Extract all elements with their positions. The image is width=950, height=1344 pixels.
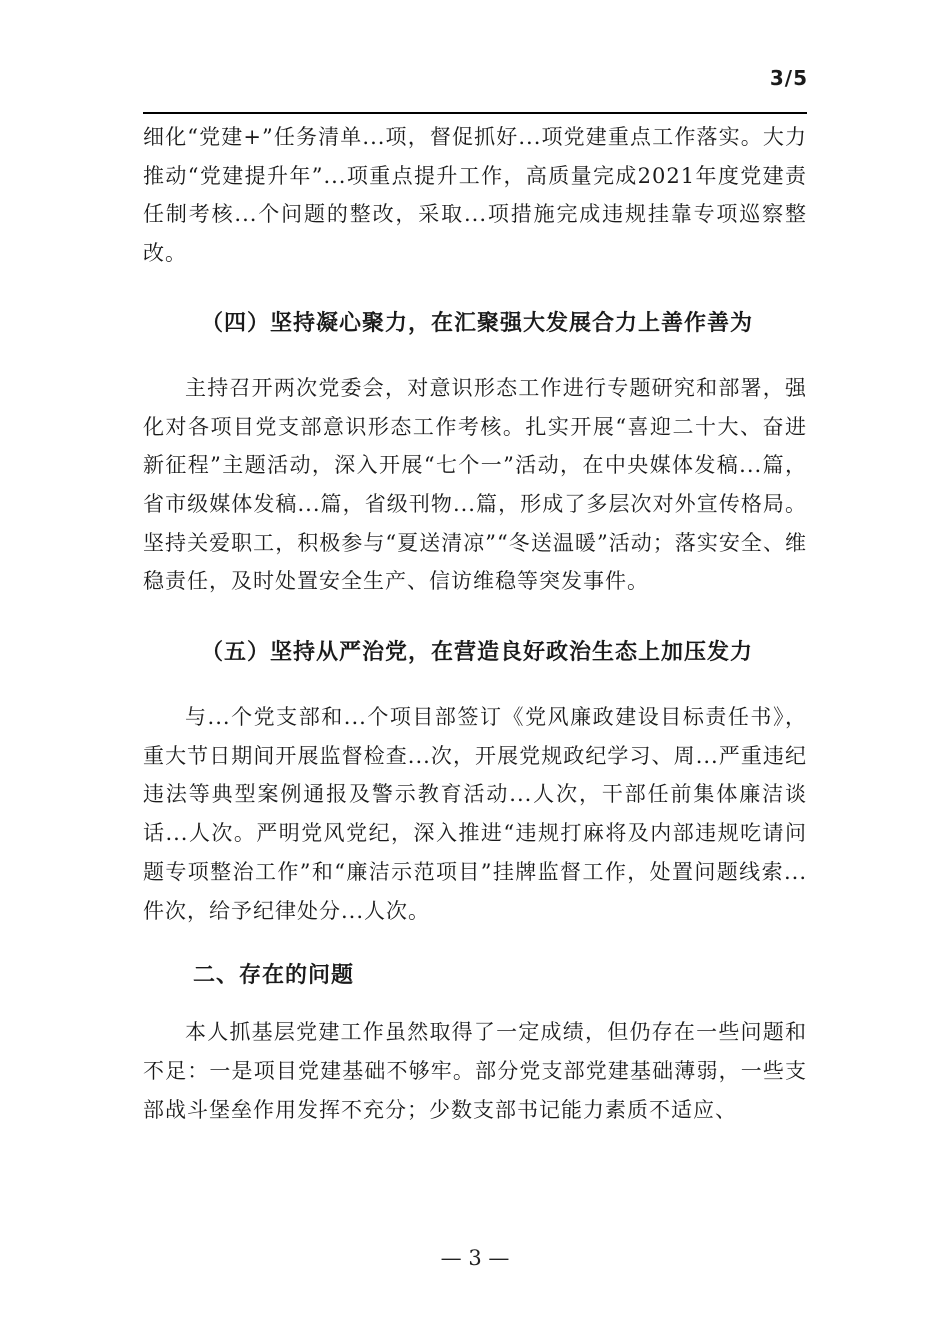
section-heading-problems: 二、存在的问题 bbox=[193, 963, 355, 989]
paragraph-discipline: 与...个党支部和...个项目部签订《党风廉政建设目标责任书》，重大节日期间开展监督检查...次，开展党规政纪学习、周...严重违纪违法等典型案例通报及警示教育活动...人次，干部任前集体廉洁谈话...人次。严明党风党纪，深入推进“违规打麻将及内部违规吃请问题专项整治工作”和“廉洁示范项目”挂牌监督工作，处置问题线索...件次，给予纪律处分...人次。 bbox=[143, 705, 807, 923]
section-heading-four: （四）坚持凝心聚力，在汇聚强大发展合力上善作善为 bbox=[201, 310, 754, 336]
paragraph-problems: 本人抓基层党建工作虽然取得了一定成绩，但仍存在一些问题和不足：一是项目党建基础不够牢。部分党支部党建基础薄弱，一些支部战斗堡垒作用发挥不充分；少数支部书记能力素质不适应、 bbox=[143, 1020, 807, 1122]
section-heading-five: （五）坚持从严治党，在营造良好政治生态上加压发力 bbox=[201, 640, 754, 666]
page-indicator: 3/5 bbox=[769, 66, 808, 90]
paragraph-party-building-tasks: 细化“党建+”任务清单...项，督促抓好...项党建重点工作落实。大力推动“党建提升年”...项重点提升工作，高质量完成2021年度党建责任制考核...个问题的整改，采取...项措施完成违规挂靠专项巡察整改。 bbox=[143, 125, 807, 266]
paragraph-ideology-work: 主持召开两次党委会，对意识形态工作进行专题研究和部署，强化对各项目党支部意识形态工作考核。扎实开展“喜迎二十大、奋进新征程”主题活动，深入开展“七个一”活动，在中央媒体发稿...篇，省市级媒体发稿...篇，省级刊物...篇，形成了多层次对外宣传格局。坚持关爱职工，积极参与“夏送清凉”“冬送温暖”活动；落实安全、维稳责任，及时处置安全生产、信访维稳等突发事件。 bbox=[143, 375, 807, 594]
footer-page-number: — 3 — bbox=[440, 1246, 510, 1270]
document-body bbox=[143, 118, 807, 1129]
header-rule bbox=[143, 112, 807, 114]
